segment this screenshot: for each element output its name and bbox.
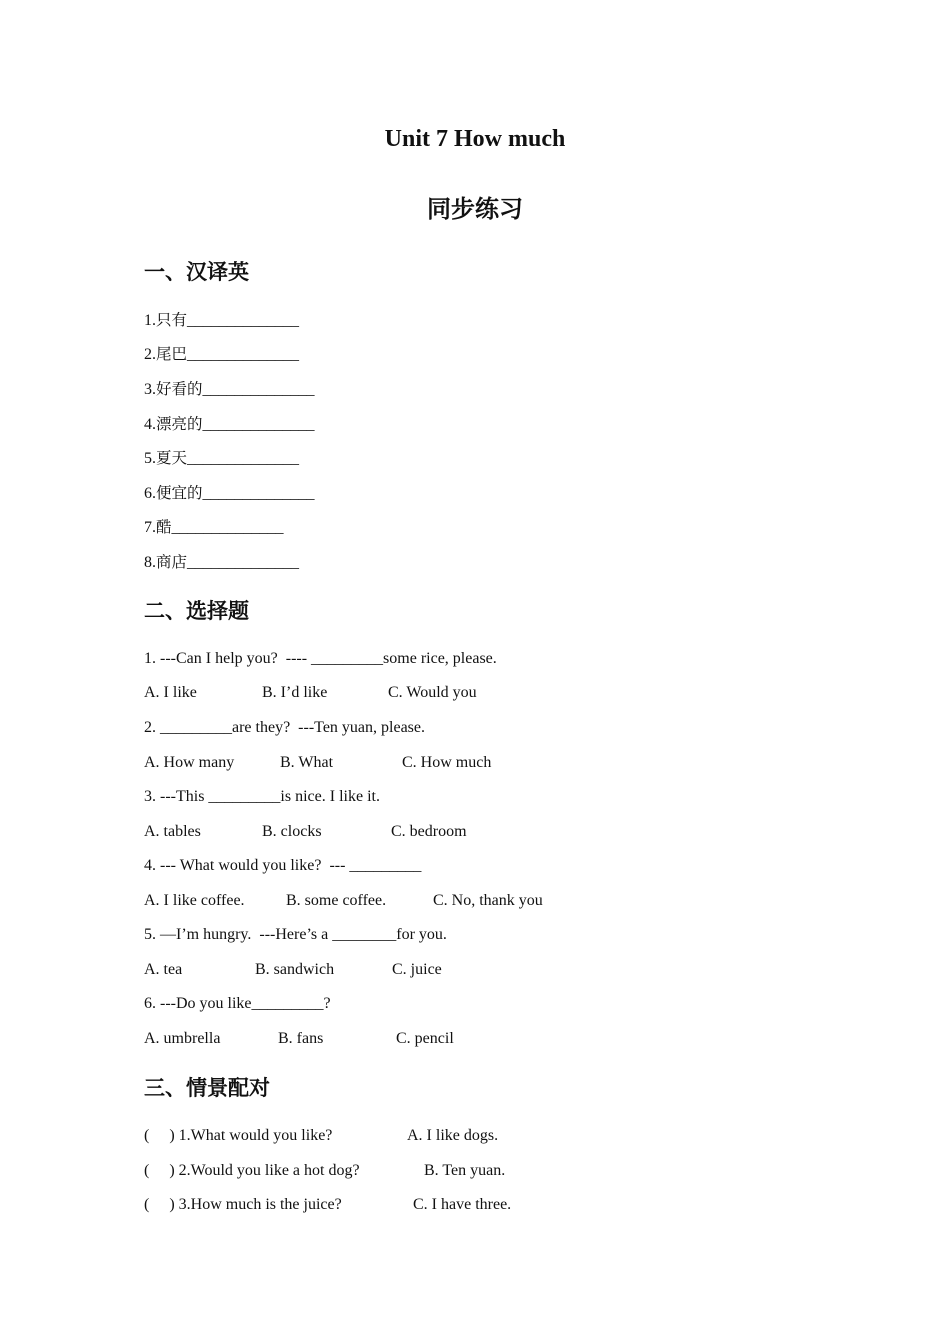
section2-heading: 二、选择题 bbox=[144, 599, 249, 623]
question-text: 4. --- What would you like? --- _________ bbox=[144, 857, 422, 874]
option-b: B. What bbox=[280, 754, 334, 771]
vocab-item: 8.商店______________ bbox=[144, 553, 300, 571]
option-a: A. tea bbox=[144, 961, 183, 978]
section1-heading: 一、汉译英 bbox=[144, 260, 249, 284]
section3-heading: 三、情景配对 bbox=[144, 1076, 270, 1100]
option-c: C. juice bbox=[392, 961, 442, 978]
option-a: A. tables bbox=[144, 823, 201, 840]
question-text: 3. ---This _________is nice. I like it. bbox=[144, 788, 380, 805]
vocab-item: 6.便宜的______________ bbox=[144, 484, 315, 502]
option-c: C. bedroom bbox=[391, 823, 467, 840]
match-answer: B. Ten yuan. bbox=[424, 1162, 506, 1179]
option-a: A. I like bbox=[144, 684, 197, 701]
page-subtitle: 同步练习 bbox=[427, 195, 523, 223]
option-b: B. fans bbox=[278, 1030, 324, 1047]
option-c: C. Would you bbox=[388, 684, 477, 701]
question-text: 5. —I’m hungry. ---Here’s a ________for you. bbox=[144, 926, 447, 943]
option-a: A. I like coffee. bbox=[144, 892, 245, 909]
vocab-item: 4.漂亮的______________ bbox=[144, 415, 315, 433]
vocab-item: 1.只有______________ bbox=[144, 311, 300, 329]
match-question: ( ) 3.How much is the juice? bbox=[144, 1196, 342, 1213]
question-text: 2. _________are they? ---Ten yuan, please. bbox=[144, 719, 425, 736]
vocab-item: 7.酷______________ bbox=[144, 518, 284, 536]
option-b: B. some coffee. bbox=[286, 892, 387, 909]
question-text: 6. ---Do you like_________? bbox=[144, 995, 331, 1012]
page-title: Unit 7 How much bbox=[384, 126, 566, 152]
match-answer: A. I like dogs. bbox=[407, 1127, 499, 1144]
option-b: B. I’d like bbox=[262, 684, 328, 701]
option-a: A. umbrella bbox=[144, 1030, 221, 1047]
option-c: C. pencil bbox=[396, 1030, 454, 1047]
option-c: C. No, thank you bbox=[433, 892, 543, 909]
option-b: B. sandwich bbox=[255, 961, 335, 978]
match-answer: C. I have three. bbox=[413, 1196, 512, 1213]
match-question: ( ) 2.Would you like a hot dog? bbox=[144, 1162, 360, 1179]
option-a: A. How many bbox=[144, 754, 235, 771]
vocab-item: 2.尾巴______________ bbox=[144, 345, 300, 363]
vocab-item: 3.好看的______________ bbox=[144, 380, 315, 398]
question-text: 1. ---Can I help you? ---- _________some rice, please. bbox=[144, 650, 497, 667]
match-question: ( ) 1.What would you like? bbox=[144, 1127, 333, 1144]
vocab-item: 5.夏天______________ bbox=[144, 449, 300, 467]
option-b: B. clocks bbox=[262, 823, 322, 840]
option-c: C. How much bbox=[402, 754, 492, 771]
